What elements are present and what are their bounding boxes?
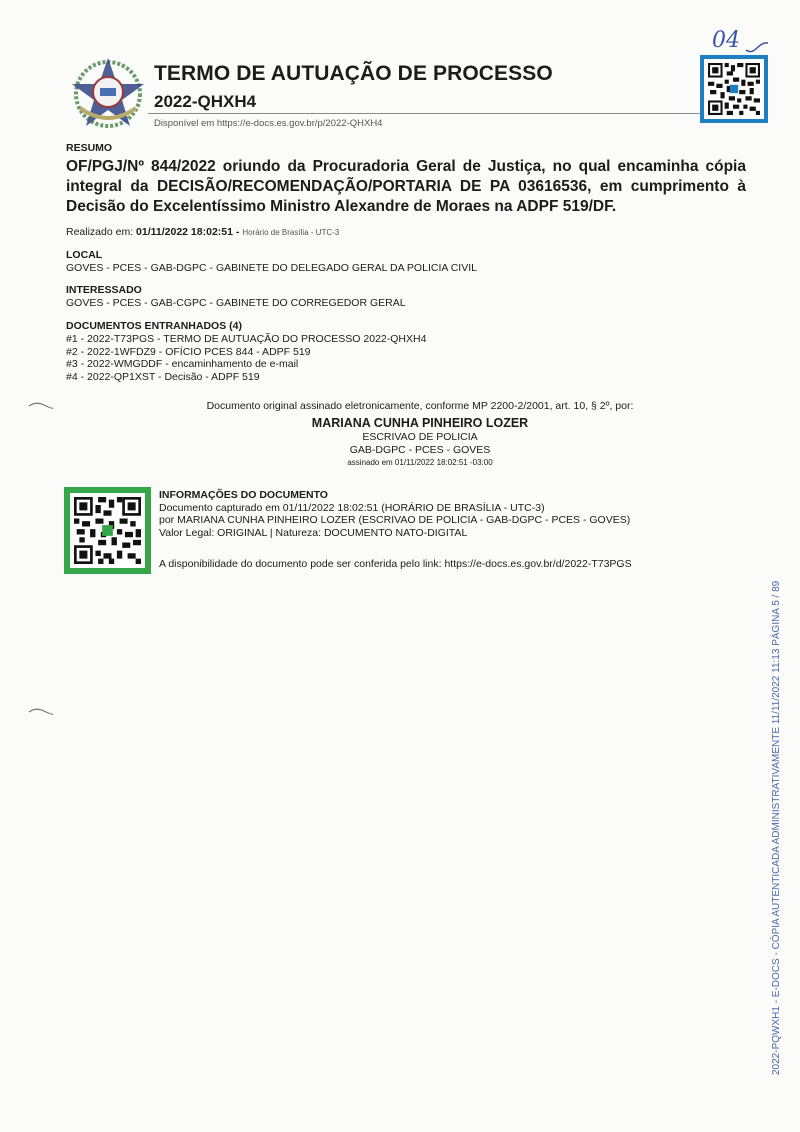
qr-code-icon [708,63,760,115]
summary-label: RESUMO [66,142,113,154]
doc-info-line: Valor Legal: ORIGINAL | Natureza: DOCUMENTO NATO-DIGITAL [159,527,468,539]
process-qr-code[interactable] [700,55,768,123]
interested-value: GOVES - PCES - GAB-CGPC - GABINETE DO CORREGEDOR GERAL [66,297,406,309]
handwritten-page-number: 04 [712,28,740,53]
doc-info-line: Documento capturado em 01/11/2022 18:02:51 (HORÁRIO DE BRASÍLIA - UTC-3) [159,502,545,514]
local-label: LOCAL [66,249,103,261]
realized-datetime: 01/11/2022 18:02:51 [136,226,233,238]
handwritten-check-mark [745,40,769,54]
document-item: #1 - 2022-T73PGS - TERMO DE AUTUAÇÃO DO PROCESSO 2022-QHXH4 [66,333,427,345]
summary-text: OF/PGJ/Nº 844/2022 oriundo da Procuradoria Geral de Justiça, no qual encaminha cópia integral da DECISÃO/RECOMENDAÇÃO/PORTARIA DE PA 03616536, em cumprimento à Decisão do Excelentíssimo Ministro Alexandre de Moraes na ADPF 519/DF. [66,158,746,215]
doc-info-line: por MARIANA CUNHA PINHEIRO LOZER (ESCRIVAO DE POLICIA - GAB-DGPC - PCES - GOVES) [159,514,631,526]
header-divider [148,113,700,114]
signer-role: ESCRIVAO DE POLICIA [362,431,478,443]
document-item: #3 - 2022-WMGDDF - encaminhamento de e-mail [66,358,299,370]
verification-link[interactable]: A disponibilidade do documento pode ser conferida pelo link: https://e-docs.es.gov.br/d/2022-T73PGS [159,558,632,570]
qr-code-icon [74,497,141,564]
document-title: TERMO DE AUTUAÇÃO DE PROCESSO [154,62,553,85]
signer-unit: GAB-DGPC - PCES - GOVES [349,444,491,456]
document-item: #4 - 2022-QP1XST - Decisão - ADPF 519 [66,371,260,383]
state-coat-of-arms [70,54,146,130]
doc-info-label: INFORMAÇÕES DO DOCUMENTO [159,489,328,501]
realized-label: Realizado em: [66,226,134,238]
realized-line [66,226,339,238]
signer-name: MARIANA CUNHA PINHEIRO LOZER [311,416,529,430]
scan-mark-icon [28,400,54,410]
interested-label: INTERESSADO [66,284,142,296]
document-item: #2 - 2022-1WFDZ9 - OFÍCIO PCES 844 - ADPF 519 [66,346,311,358]
authentication-side-stamp: 2022-PQWXH1 - E-DOCS - CÓPIA AUTENTICADA ADMINISTRATIVAMENTE 11/11/2022 11:13 PÁGINA 5 / 89 [771,580,782,1075]
realized-separator: - [235,226,240,238]
realized-timezone: Horário de Brasília - UTC-3 [242,228,340,237]
scan-mark-icon [28,706,54,716]
documents-label: DOCUMENTOS ENTRANHADOS (4) [66,320,242,332]
local-value: GOVES - PCES - GAB-DGPC - GABINETE DO DELEGADO GERAL DA POLICIA CIVIL [66,262,477,274]
signed-at: assinado em 01/11/2022 18:02:51 -03:00 [347,458,493,467]
document-qr-code[interactable] [64,487,151,574]
availability-link[interactable]: Disponível em https://e-docs.es.gov.br/p/2022-QHXH4 [154,118,383,129]
process-code: 2022-QHXH4 [154,92,257,111]
signature-intro: Documento original assinado eletronicamente, conforme MP 2200-2/2001, art. 10, § 2º, por: [206,400,634,412]
